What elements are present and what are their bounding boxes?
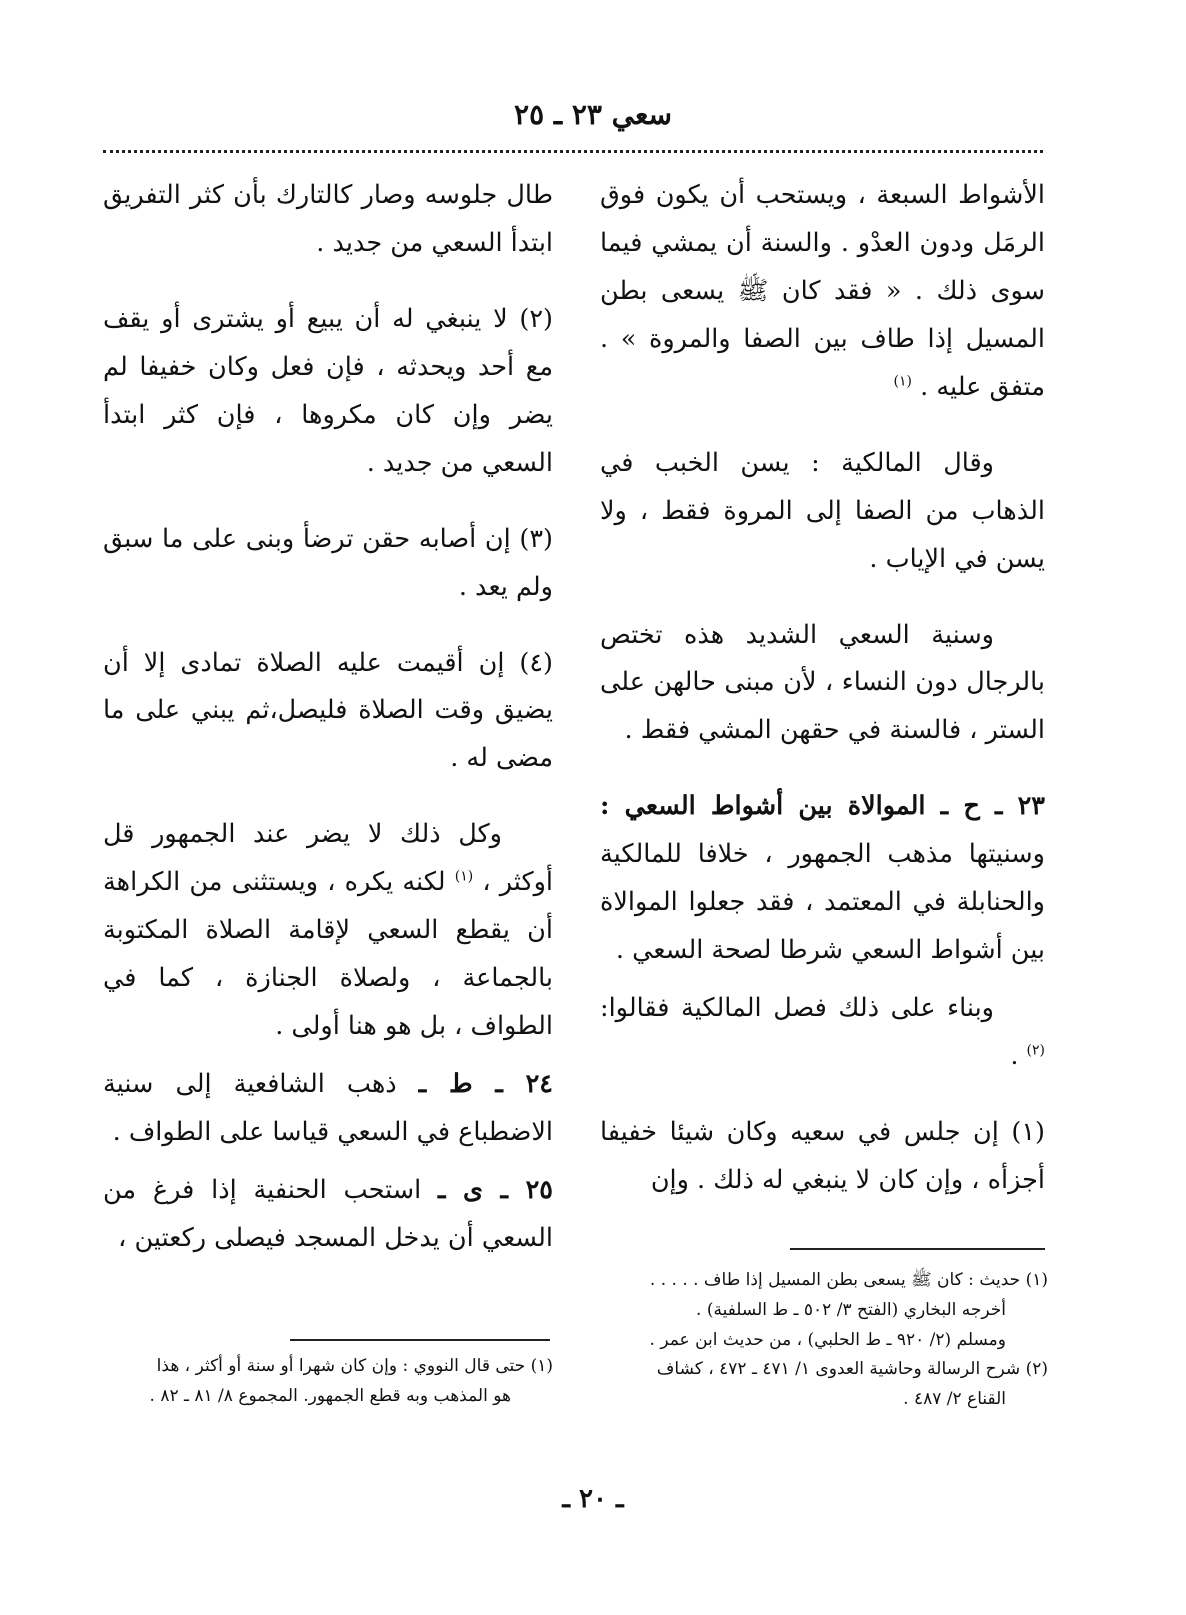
paragraph: وسنية السعي الشديد هذه تختص بالرجال دون النساء ، لأن مبنى حالهن على الستر ، فالسنة في حقهن المشي فقط . bbox=[600, 619, 1045, 746]
paragraph bbox=[600, 172, 1045, 412]
left-column bbox=[103, 172, 553, 1291]
footnote-ref: (١) bbox=[454, 868, 474, 885]
footnote-separator bbox=[790, 1248, 1045, 1250]
paragraph-text: ذهب الشافعية إلى سنية الاضطباع في السعي قياسا على الطواف . bbox=[103, 1069, 553, 1147]
section-25-paragraph bbox=[103, 1167, 553, 1263]
section-heading: ٢٣ ـ ح ـ الموالاة بين أشواط السعي : bbox=[600, 791, 1045, 822]
footnote-line: أخرجه البخاري (الفتح ٣/ ٥٠٢ ـ ط السلفية) . bbox=[696, 1299, 1006, 1320]
paragraph-text: وبناء على ذلك فصل المالكية فقالوا: bbox=[600, 993, 994, 1024]
section-24-paragraph bbox=[103, 1061, 553, 1157]
right-column bbox=[600, 172, 1045, 1233]
footnote-line: (١) حتى قال النووي : وإن كان شهرا أو سنة أو أكثر ، هذا bbox=[156, 1356, 553, 1376]
header-dotted-rule bbox=[103, 150, 1043, 153]
footnote-line: هو المذهب وبه قطع الجمهور. المجموع ٨/ ٨١ ـ ٨٢ . bbox=[149, 1385, 511, 1406]
paragraph-text: لكنه يكره ، ويستثنى من الكراهة أن يقطع السعي لإقامة الصلاة المكتوبة بالجماعة ، ولصلاة الجنازة ، كما في الطواف ، بل هو هنا أولى . bbox=[103, 867, 553, 1042]
paragraph-text: استحب الحنفية إذا فرغ من السعي أن يدخل المسجد فيصلى ركعتين ، bbox=[103, 1174, 553, 1253]
footnote-line: القناع ٢/ ٤٨٧ . bbox=[903, 1389, 1006, 1409]
paragraph-text: . bbox=[1010, 1041, 1019, 1071]
paragraph: (٣) إن أصابه حقن ترضأ وبنى على ما سبق ولم يعد . bbox=[103, 523, 553, 602]
paragraph-text: الأشواط السبعة ، ويستحب أن يكون فوق الرمَل ودون العدْو . والسنة أن يمشي فيما سوى ذلك . « فقد كان ﷺ يسعى بطن المسيل إذا طاف بين الصفا والمروة » . متفق عليه . bbox=[600, 180, 1045, 402]
paragraph: وقال المالكية : يسن الخبب في الذهاب من الصفا إلى المروة فقط ، ولا يسن في الإياب . bbox=[600, 447, 1045, 574]
paragraph bbox=[600, 985, 1045, 1081]
footnote-ref: (١) bbox=[893, 373, 913, 390]
paragraph bbox=[103, 811, 553, 1051]
page-number: ـ ٢٠ ـ bbox=[562, 1484, 624, 1514]
footnotes-right bbox=[608, 1266, 1048, 1415]
section-heading: ٢٥ ـ ى ـ bbox=[437, 1174, 553, 1205]
paragraph: طال جلوسه وصار كالتارك بأن كثر التفريق ابتدأ السعي من جديد . bbox=[103, 180, 553, 258]
paragraph: (١) إن جلس في سعيه وكان شيئا خفيفا أجزأه ، وإن كان لا ينبغي له ذلك . وإن bbox=[600, 1116, 1045, 1195]
paragraph: (٢) لا ينبغي له أن يبيع أو يشترى أو يقف مع أحد ويحدثه ، فإن فعل وكان خفيفا لم يضر وإن كان مكروها ، فإن كثر ابتدأ السعي من جديد . bbox=[103, 303, 553, 478]
footnote-ref: (٢) bbox=[1026, 1042, 1045, 1059]
footnote-line: (١) حديث : كان ﷺ يسعى بطن المسيل إذا طاف . . . . . bbox=[649, 1270, 1048, 1290]
footnote-separator bbox=[290, 1339, 550, 1341]
footnotes-left bbox=[103, 1352, 553, 1412]
section-heading: ٢٤ ـ ط ـ bbox=[418, 1069, 553, 1099]
footnote-line: ومسلم (٢/ ٩٢٠ ـ ط الحلبي) ، من حديث ابن عمر . bbox=[649, 1329, 1006, 1350]
section-23-paragraph bbox=[600, 783, 1045, 975]
paragraph-text: وكل ذلك لا يضر عند الجمهور قل أوكثر ، bbox=[103, 819, 554, 898]
paragraph-text: وسنيتها مذهب الجمهور ، خلافا للمالكية والحنابلة في المعتمد ، فقد جعلوا الموالاة بين أشواط السعي شرطا لصحة السعي . bbox=[600, 839, 1045, 966]
page-header-title: سعي ٢٣ ـ ٢٥ bbox=[514, 98, 672, 131]
paragraph: (٤) إن أقيمت عليه الصلاة تمادى إلا أن يضيق وقت الصلاة فليصل،ثم يبني على ما مضى له . bbox=[103, 647, 553, 774]
footnote-line: (٢) شرح الرسالة وحاشية العدوى ١/ ٤٧١ ـ ٤٧٢ ، كشاف bbox=[656, 1359, 1048, 1380]
